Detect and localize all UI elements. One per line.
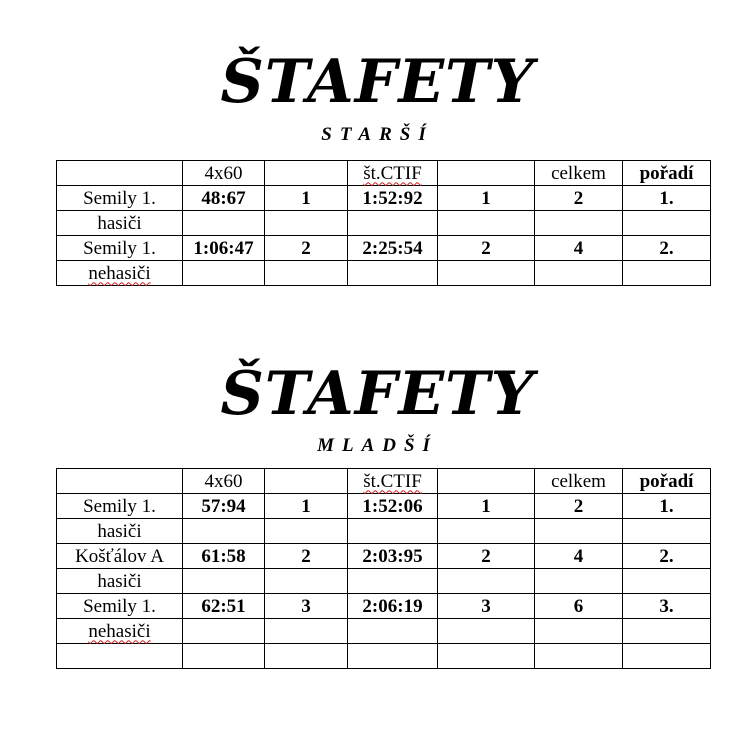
empty-cell (183, 211, 265, 236)
empty-cell (623, 569, 711, 594)
table-row (57, 494, 711, 519)
team-category-cell (57, 619, 183, 644)
time-4x60-cell: 61:58 (183, 544, 265, 569)
header-cell-place-ctif (438, 161, 535, 186)
header-cell-place-ctif (438, 469, 535, 494)
empty-cell (438, 569, 535, 594)
empty-cell (438, 261, 535, 286)
table-row (57, 619, 711, 644)
header-cell-place-4x60 (265, 161, 348, 186)
empty-cell (438, 619, 535, 644)
team-name-cell: Semily 1. (57, 494, 183, 519)
section1-title: ŠTAFETY (220, 47, 535, 117)
table-row (57, 211, 711, 236)
place-4x60-cell: 1 (265, 494, 348, 519)
empty-cell (265, 644, 348, 669)
empty-cell (623, 261, 711, 286)
table-row (57, 644, 711, 669)
place-ctif-cell: 2 (438, 544, 535, 569)
empty-cell (535, 644, 623, 669)
table-header-row (57, 469, 711, 494)
section1-subtitle: STARŠÍ (321, 124, 434, 145)
header-cell-total: celkem (535, 161, 623, 186)
place-ctif-cell: 1 (438, 186, 535, 211)
empty-cell (535, 619, 623, 644)
table-row (57, 519, 711, 544)
time-4x60-cell: 1:06:47 (183, 236, 265, 261)
empty-cell (348, 211, 438, 236)
header-cell-total: celkem (535, 469, 623, 494)
empty-cell (348, 519, 438, 544)
header-cell-place-4x60 (265, 469, 348, 494)
header-cell-ctif (348, 469, 438, 494)
empty-cell (348, 644, 438, 669)
header-cell-4x60: 4x60 (183, 161, 265, 186)
team-category-cell: hasiči (57, 211, 183, 236)
time-4x60-cell: 48:67 (183, 186, 265, 211)
header-ctif-label: št.CTIF (363, 162, 422, 184)
empty-cell (535, 261, 623, 286)
empty-cell (535, 211, 623, 236)
rank-cell: 2. (623, 236, 711, 261)
table-row (57, 236, 711, 261)
section2-title: ŠTAFETY (220, 359, 535, 429)
team-category-cell: hasiči (57, 519, 183, 544)
place-ctif-cell: 3 (438, 594, 535, 619)
section2-subtitle: MLADŠÍ (317, 435, 438, 456)
total-cell: 2 (535, 494, 623, 519)
time-ctif-cell: 2:06:19 (348, 594, 438, 619)
empty-cell (438, 211, 535, 236)
section2-results-table (56, 468, 711, 669)
team-name-cell: Semily 1. (57, 186, 183, 211)
header-cell-rank: pořadí (623, 469, 711, 494)
table-header-row (57, 161, 711, 186)
section1-results-table (56, 160, 711, 286)
table-row (57, 261, 711, 286)
time-ctif-cell: 2:03:95 (348, 544, 438, 569)
time-ctif-cell: 1:52:06 (348, 494, 438, 519)
team-name-cell: Košťálov A (57, 544, 183, 569)
time-ctif-cell: 1:52:92 (348, 186, 438, 211)
empty-cell (623, 619, 711, 644)
header-cell-4x60: 4x60 (183, 469, 265, 494)
total-cell: 2 (535, 186, 623, 211)
header-cell-ctif (348, 161, 438, 186)
table-row (57, 594, 711, 619)
total-cell: 4 (535, 236, 623, 261)
empty-cell (348, 569, 438, 594)
empty-cell (623, 519, 711, 544)
empty-cell (535, 519, 623, 544)
total-cell: 4 (535, 544, 623, 569)
team-category-label: nehasiči (88, 262, 151, 284)
time-4x60-cell: 62:51 (183, 594, 265, 619)
rank-cell: 1. (623, 186, 711, 211)
empty-cell (183, 644, 265, 669)
empty-cell (348, 619, 438, 644)
empty-cell (623, 644, 711, 669)
empty-cell (57, 644, 183, 669)
rank-cell: 3. (623, 594, 711, 619)
empty-cell (183, 519, 265, 544)
place-ctif-cell: 1 (438, 494, 535, 519)
time-ctif-cell: 2:25:54 (348, 236, 438, 261)
empty-cell (265, 569, 348, 594)
place-4x60-cell: 1 (265, 186, 348, 211)
empty-cell (265, 211, 348, 236)
team-category-cell: hasiči (57, 569, 183, 594)
rank-cell: 2. (623, 544, 711, 569)
empty-cell (265, 519, 348, 544)
empty-cell (438, 644, 535, 669)
empty-cell (183, 261, 265, 286)
empty-cell (438, 519, 535, 544)
empty-cell (183, 619, 265, 644)
place-4x60-cell: 2 (265, 236, 348, 261)
total-cell: 6 (535, 594, 623, 619)
header-cell-team (57, 161, 183, 186)
header-cell-rank: pořadí (623, 161, 711, 186)
table-row (57, 186, 711, 211)
team-name-cell: Semily 1. (57, 236, 183, 261)
place-ctif-cell: 2 (438, 236, 535, 261)
team-name-cell: Semily 1. (57, 594, 183, 619)
table-row (57, 544, 711, 569)
header-ctif-label: št.CTIF (363, 470, 422, 492)
team-category-cell (57, 261, 183, 286)
empty-cell (265, 619, 348, 644)
empty-cell (265, 261, 348, 286)
place-4x60-cell: 3 (265, 594, 348, 619)
rank-cell: 1. (623, 494, 711, 519)
time-4x60-cell: 57:94 (183, 494, 265, 519)
empty-cell (535, 569, 623, 594)
empty-cell (348, 261, 438, 286)
place-4x60-cell: 2 (265, 544, 348, 569)
header-cell-team (57, 469, 183, 494)
team-category-label: nehasiči (88, 620, 151, 642)
empty-cell (183, 569, 265, 594)
table-row (57, 569, 711, 594)
empty-cell (623, 211, 711, 236)
